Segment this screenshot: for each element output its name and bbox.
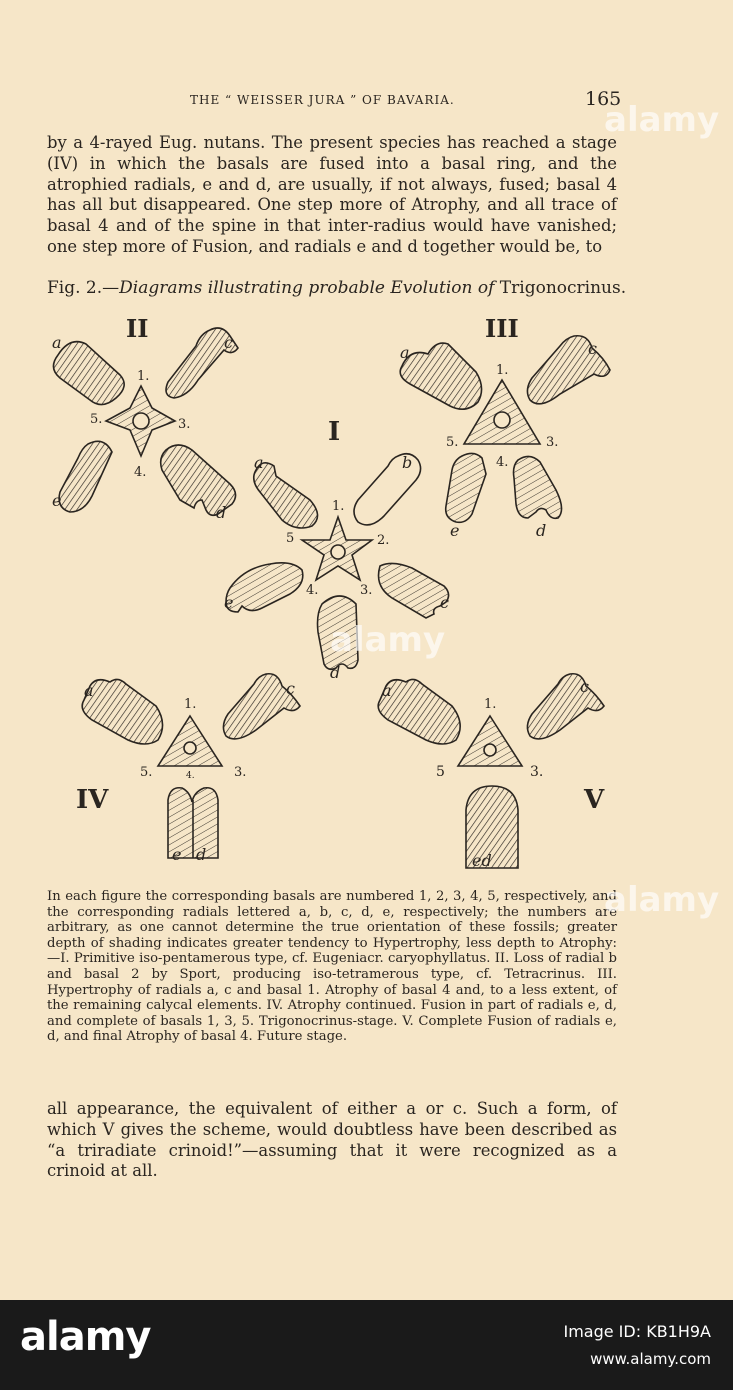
svg-text:1.: 1. — [496, 363, 509, 378]
bottom-paragraph — [47, 1099, 617, 1182]
figure-II — [52, 314, 238, 522]
label-II: II — [126, 314, 149, 343]
svg-text:3.: 3. — [178, 417, 191, 432]
figure-caption — [47, 278, 626, 298]
radial-a-II — [53, 342, 124, 405]
svg-text:3.: 3. — [530, 764, 544, 780]
svg-text:1.: 1. — [332, 499, 345, 514]
svg-text:5.: 5. — [140, 765, 153, 780]
svg-text:c: c — [440, 593, 449, 612]
running-head: THE “ WEISSER JURA ” OF BAVARIA. — [190, 93, 455, 107]
svg-text:c: c — [286, 679, 295, 698]
svg-text:3.: 3. — [360, 583, 373, 598]
watermark: alamy — [604, 100, 720, 140]
footer-bar — [0, 1300, 733, 1390]
svg-text:4.: 4. — [134, 465, 147, 480]
watermark: alamy — [330, 620, 446, 660]
figure-legend-text: In each figure the corresponding basals are numbered 1, 2, 3, 4, 5, respectively, and the corresponding radials lettered a, b, c, d, e, respectively; the numbers are arbitrary, as one cannot determine the true orientation of these fossils; greater depth of shading indicates greater tendency to Hypertrophy, less depth to Atrophy:—I. Primitive iso-pentamerous type, cf. Eugeniacr. caryophyllatus. II. Loss of radial b and basal 2 by Sport, producing iso-tetramerous type, cf. Tetracrinus. III. Hypertrophy of radials a, c and basal 1. Atrophy of basal 4 and, to a less extent, of the remaining calycal elements. IV. Atrophy continued. Fusion in part of radials e, d, and complete of basals 1, 3, 5. Trigonocrinus-stage. V. Complete Fusion of radials e, d, and final Atrophy of basal 4. Future stage. — [47, 889, 617, 1045]
svg-text:1.: 1. — [184, 697, 197, 712]
svg-text:4.: 4. — [186, 771, 195, 781]
radial-d-III — [514, 456, 562, 518]
figure-caption-prefix: Fig. 2.— — [47, 278, 120, 298]
svg-text:c: c — [588, 339, 597, 358]
svg-text:a: a — [400, 343, 410, 362]
svg-text:5.: 5. — [90, 412, 103, 427]
figure-caption-italic: Diagrams illustrating probable Evolution of — [119, 278, 495, 298]
bottom-paragraph-text: all appearance, the equivalent of either a or c. Such a form, of which V gives the scheme, would doubtless have been described as “a triradiate crinoid!”—assuming that it were recognized as a crinoid at all. — [47, 1099, 617, 1181]
watermark: alamy — [604, 880, 720, 920]
svg-text:V: V — [584, 785, 605, 815]
image-id: Image ID: KB1H9A — [563, 1322, 711, 1341]
radial-c-V — [527, 674, 604, 739]
evolution-diagram — [0, 300, 733, 880]
svg-text:ed: ed — [472, 851, 492, 870]
figure-IV — [76, 674, 300, 864]
svg-text:b: b — [402, 453, 413, 472]
svg-text:e: e — [224, 593, 234, 612]
radial-c-I — [379, 563, 449, 618]
svg-text:d: d — [216, 503, 227, 522]
top-paragraph-text: by a 4-rayed Eug. nutans. The present species has reached a stage (IV) in which the basals are fused into a basal ring, and the atrophied radials, e and d, are usually, if not always, fused; basal 4 has all but disappeared. One step more of Atrophy, and all trace of basal 4 and of the spine in that inter-radius would have vanished; one step more of Fusion, and radials e and d together would be, to — [47, 133, 617, 256]
radial-c-III — [527, 336, 610, 404]
radial-a-I — [254, 463, 318, 528]
svg-text:d: d — [196, 845, 207, 864]
svg-text:a: a — [84, 681, 94, 700]
svg-text:a: a — [52, 333, 62, 352]
svg-text:e: e — [450, 521, 460, 540]
svg-text:d: d — [330, 663, 341, 682]
svg-text:4.: 4. — [306, 583, 319, 598]
svg-text:5: 5 — [286, 531, 295, 546]
svg-text:I: I — [328, 417, 341, 447]
svg-text:2.: 2. — [377, 533, 390, 548]
footer-url[interactable]: www.alamy.com — [590, 1350, 711, 1368]
basal-plate-V — [458, 716, 522, 766]
svg-text:a: a — [382, 681, 392, 700]
radial-a-III — [400, 343, 481, 409]
page-number: 165 — [585, 88, 622, 110]
svg-text:d: d — [536, 521, 547, 540]
top-paragraph — [47, 133, 617, 258]
alamy-logo: alamy — [20, 1314, 151, 1360]
figure-caption-genus: Trigonocrinus. — [494, 278, 627, 298]
radial-e-III — [446, 453, 486, 522]
svg-text:e: e — [172, 845, 182, 864]
svg-text:5.: 5. — [446, 435, 459, 450]
svg-text:e: e — [52, 491, 62, 510]
svg-text:1.: 1. — [484, 697, 497, 712]
svg-text:3.: 3. — [546, 435, 559, 450]
radial-a-IV — [82, 679, 162, 744]
svg-text:3.: 3. — [234, 765, 247, 780]
svg-text:5: 5 — [436, 764, 445, 780]
basal-plate-IV — [158, 716, 222, 766]
radial-e-II — [59, 441, 112, 512]
svg-text:a: a — [254, 453, 264, 472]
figure-V — [378, 674, 605, 870]
svg-text:1.: 1. — [137, 369, 150, 384]
svg-text:c: c — [580, 677, 589, 696]
svg-text:4.: 4. — [496, 455, 509, 470]
svg-text:c: c — [224, 333, 233, 352]
figure-legend — [47, 889, 617, 1045]
svg-text:IV: IV — [76, 785, 109, 815]
svg-text:III: III — [485, 314, 519, 343]
figure-III — [400, 314, 610, 540]
radial-e-I — [226, 563, 303, 612]
